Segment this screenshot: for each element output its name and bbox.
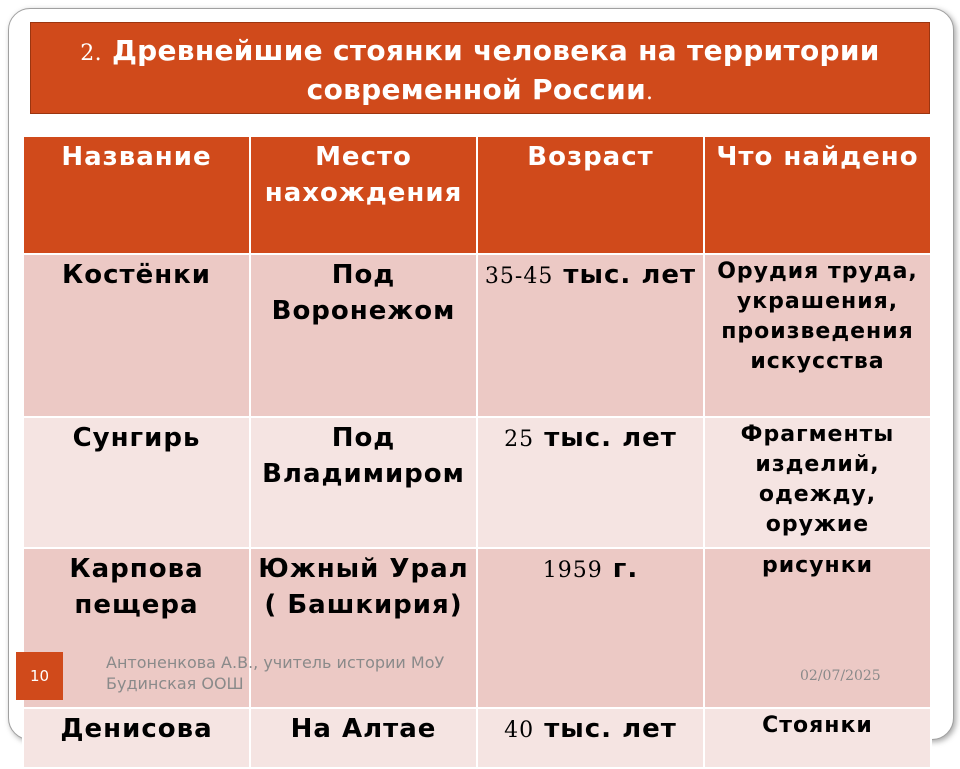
age-unit: г.	[612, 554, 639, 584]
site-found: Орудия труда, украшения, произведения искусства	[704, 254, 931, 417]
age-number: 40	[504, 718, 535, 743]
site-age	[477, 708, 704, 768]
site-place: Под Владимиром	[250, 417, 477, 548]
title-number: 2.	[80, 41, 102, 66]
site-found: Фрагменты изделий, одежду, оружие	[704, 417, 931, 548]
site-name: Карпова пещера	[23, 548, 250, 708]
header-found: Что найдено	[704, 136, 931, 254]
site-found: рисунки	[704, 548, 931, 708]
site-found: Стоянки	[704, 708, 931, 768]
age-unit: тыс. лет	[544, 423, 677, 453]
header-name: Название	[23, 136, 250, 254]
title-text: Древнейшие стоянки человека на территории современной России	[111, 34, 880, 106]
age-unit: тыс. лет	[563, 260, 697, 290]
age-unit: тыс. лет	[544, 714, 677, 744]
slide-date: 02/07/2025	[800, 668, 881, 684]
footer-author	[106, 652, 526, 694]
table-row	[23, 254, 931, 417]
age-number: 35-45	[484, 264, 554, 289]
site-age	[477, 254, 704, 417]
site-name: Костёнки	[23, 254, 250, 417]
age-number: 25	[504, 427, 535, 452]
footer-line-1: Антоненкова А.В., учитель истории МоУ	[106, 653, 445, 672]
table-header-row	[23, 136, 931, 254]
table-row	[23, 417, 931, 548]
site-place: Южный Урал ( Башкирия)	[250, 548, 477, 708]
slide-number: 10	[16, 652, 63, 700]
footer-line-2: Будинская ООШ	[106, 674, 244, 693]
site-age	[477, 417, 704, 548]
header-age: Возраст	[477, 136, 704, 254]
table-row	[23, 708, 931, 768]
header-place: Место нахождения	[250, 136, 477, 254]
age-number: 1959	[542, 558, 603, 583]
site-place: Под Воронежом	[250, 254, 477, 417]
site-place: На Алтае	[250, 708, 477, 768]
title-end: .	[646, 80, 654, 105]
slide-title	[30, 22, 930, 114]
site-name: Сунгирь	[23, 417, 250, 548]
site-name: Денисова	[23, 708, 250, 768]
